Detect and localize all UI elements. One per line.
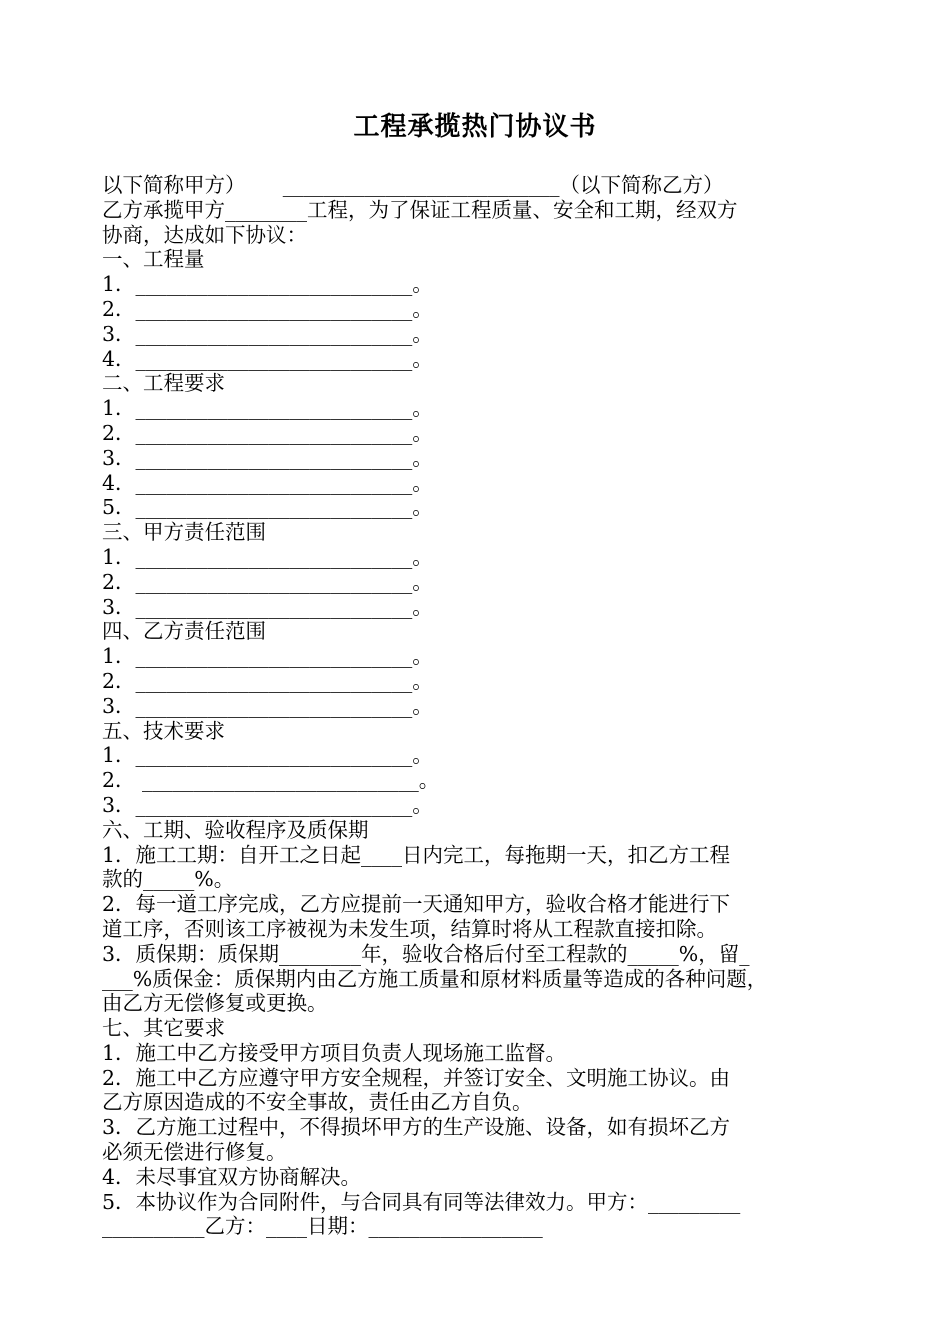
text-line: __________乙方：____日期：_________________ xyxy=(102,1214,543,1239)
text-line: 1．___________________________。 xyxy=(102,544,433,569)
text-line: 1．___________________________。 xyxy=(102,272,433,297)
text-line: 以下简称甲方） ___________________________（以下简称乙方） xyxy=(102,173,724,197)
text-line: 必须无偿进行修复。 xyxy=(102,1140,287,1165)
text-line: 一、工程量 xyxy=(102,247,205,272)
text-line: 2．___________________________。 xyxy=(102,420,433,445)
text-line: 2．每一道工序完成，乙方应提前一天通知甲方，验收合格才能进行下 xyxy=(102,892,731,917)
text-line: 六、工期、验收程序及质保期 xyxy=(102,817,369,842)
text-line: 乙方承揽甲方________工程，为了保证工程质量、安全和工期，经双方 xyxy=(102,197,738,222)
text-line: 2． ___________________________。 xyxy=(102,768,440,793)
text-line: 由乙方无偿修复或更换。 xyxy=(102,991,328,1016)
text-line: 3．___________________________。 xyxy=(102,321,433,346)
text-line: 4．___________________________。 xyxy=(102,470,433,495)
text-line: 协商，达成如下协议： xyxy=(102,222,307,247)
text-line: 3．___________________________。 xyxy=(102,594,433,619)
text-line: 3．质保期：质保期________年，验收合格后付至工程款的_____%，留_ xyxy=(102,941,750,966)
text-line: 1．施工中乙方接受甲方项目负责人现场施工监督。 xyxy=(102,1040,567,1065)
text-line: 五、技术要求 xyxy=(102,718,225,743)
text-line: 七、其它要求 xyxy=(102,1016,225,1041)
text-line: 5．本协议作为合同附件，与合同具有同等法律效力。甲方：_________ xyxy=(102,1189,741,1214)
text-line: 4．未尽事宜双方协商解决。 xyxy=(102,1164,362,1189)
document-title: 工程承揽热门协议书 xyxy=(353,112,597,142)
text-line: 2．施工中乙方应遵守甲方安全规程，并签订安全、文明施工协议。由 xyxy=(102,1065,731,1090)
text-line: 3．乙方施工过程中，不得损坏甲方的生产设施、设备，如有损坏乙方 xyxy=(102,1115,731,1140)
text-line: 乙方原因造成的不安全事故，责任由乙方自负。 xyxy=(102,1090,533,1115)
text-line: 3．___________________________。 xyxy=(102,445,433,470)
text-line: 2．___________________________。 xyxy=(102,668,433,693)
text-line: 4．___________________________。 xyxy=(102,346,433,371)
text-line: 2．___________________________。 xyxy=(102,296,433,321)
text-line: 三、甲方责任范围 xyxy=(102,520,266,545)
text-line: 1．___________________________。 xyxy=(102,743,433,768)
text-line: 1．___________________________。 xyxy=(102,396,433,421)
text-line: 二、工程要求 xyxy=(102,371,225,396)
text-line: 5．___________________________。 xyxy=(102,495,433,520)
text-line: 1．___________________________。 xyxy=(102,644,433,669)
text-line: 道工序，否则该工序被视为未发生项，结算时将从工程款直接扣除。 xyxy=(102,916,717,941)
agreement-body xyxy=(102,173,872,1239)
text-line: 款的_____%。 xyxy=(102,867,235,892)
text-line: 3．___________________________。 xyxy=(102,693,433,718)
text-line: ___%质保金：质保期内由乙方施工质量和原材料质量等造成的各种问题， xyxy=(102,966,768,991)
text-line: 3．___________________________。 xyxy=(102,792,433,817)
text-line: 1．施工工期：自开工之日起____日内完工，每拖期一天，扣乙方工程 xyxy=(102,842,731,867)
text-line: 2．___________________________。 xyxy=(102,569,433,594)
text-line: 四、乙方责任范围 xyxy=(102,619,266,644)
